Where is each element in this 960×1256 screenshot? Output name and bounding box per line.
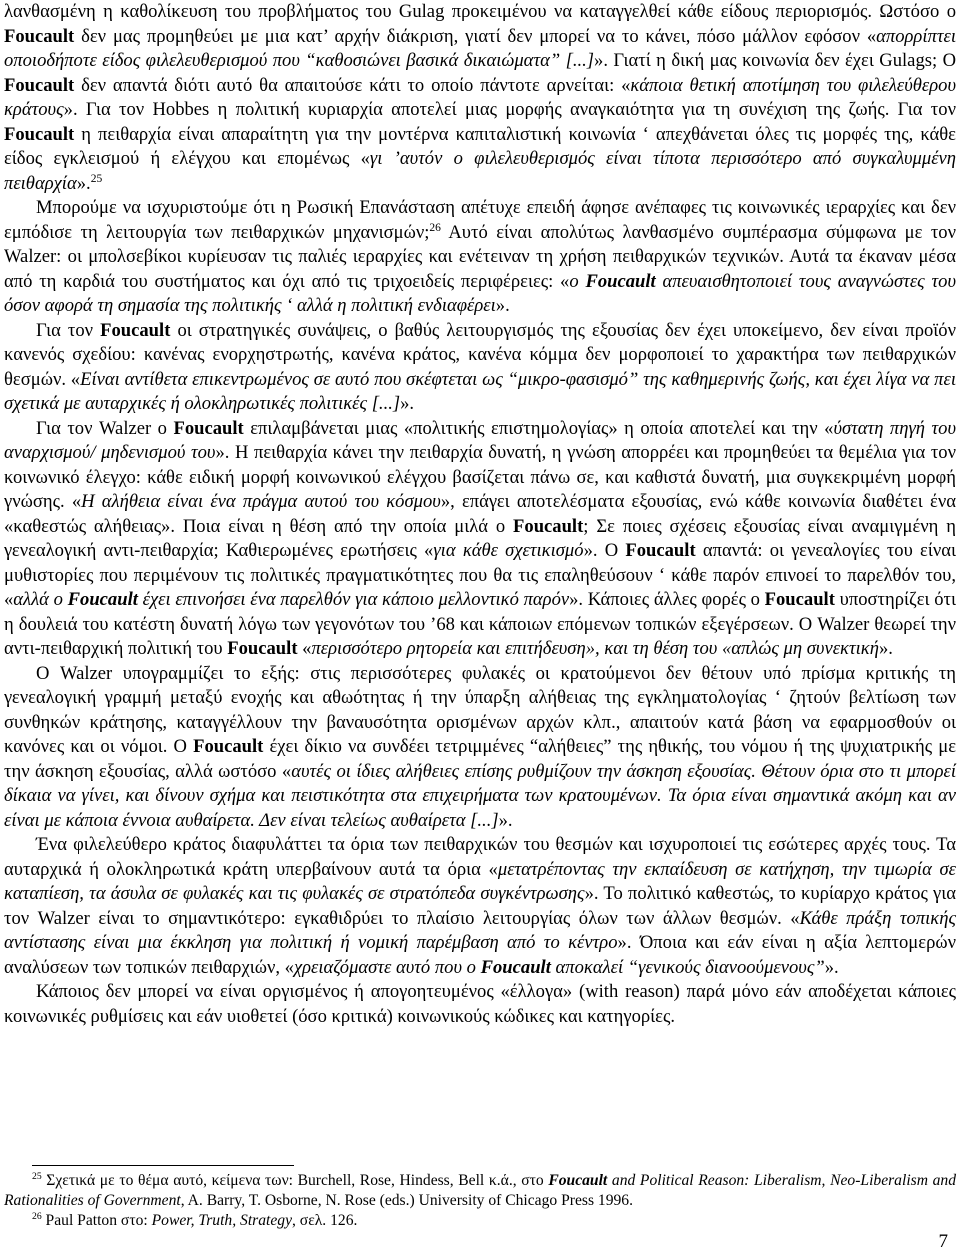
italic-text: αυτές οι ίδιες αλήθειες επίσης ρυθμίζουν την άσκηση εξουσίας. Θέτουν όρια στο τι μπορεί δίκαια να γίνει, και δίνουν σχήμα και πειστικότητα στα επιχειρήματα των κρατουμένων. Τα όρια είναι σημαντικά ακόμη και αν είναι με κάποια έννοια αυθαίρετα. Δεν είναι τελείως αυθαίρετα [...]: [4, 760, 956, 831]
italic-text: απορρίπτει οποιοδήποτε είδος φιλελευθερισμού που “καθοσιώνει βασικά δικαιώματα” [...]: [4, 25, 956, 71]
text-run: ». Όποια και εάν είναι η αξία λεπτομερών αναλύσεων των τοπικών πειθαρχιών, «: [4, 932, 956, 978]
footnote: [4, 1171, 956, 1211]
bold-italic-text: Foucault: [67, 589, 138, 610]
bold-text: Foucault: [513, 515, 584, 537]
footnotes: [4, 1171, 956, 1231]
bold-text: Foucault: [625, 540, 696, 561]
footnote: [4, 1211, 956, 1231]
text-run: Ένα φιλελεύθερο κράτος διαφυλάττει τα όρια των πειθαρχικών του θεσμών και ισχυροποιεί τις εσώτερες αρχές τους. Τα αυταρχικά ή ολοκληρωτικά κράτη υπερβαίνουν αυτά τα όρια «: [4, 834, 956, 880]
bold-text: Foucault: [4, 25, 75, 47]
text-run: οι στρατηγικές συνάψεις, ο βαθύς λειτουργισμός της εξουσίας δεν έχει υποκείμενο, δεν είναι προϊόν κανενός σχεδίου: κανένας ενορχηστρωτής, κανένα κράτος, κανένα κόμμα δεν μορφοποιεί το χαρακτήρα των πειθαρχικών θεσμών. «: [4, 319, 956, 390]
italic-text: χρειαζόμαστε αυτό που ο: [293, 956, 481, 978]
text-run: απαντά: οι γενεαλογίες του είναι μυθιστορίες που περιμένουν τις πολιτικές πραγματικότητες που θα τις επαληθεύσουν ‘ κάθε παρόν επινοεί το παρελθόν του, «: [4, 540, 956, 610]
text-run: έχει δίκιο να συνδέει τετριμμένες “αλήθειες” της ηθικής, του νόμου ή της ψυχιατρικής με την άσκηση εξουσίας, αλλά ωστόσο «: [4, 736, 956, 782]
text-run: », επάγει αποτελέσματα εξουσίας, ενώ κάθε κοινωνία διαθέτει ένα «καθεστώς αλήθειας». Ποια είναι η θέση από την οποία μιλά ο: [4, 491, 956, 537]
text-run: ».: [824, 956, 839, 978]
text-run: ».: [76, 172, 91, 194]
paragraph: [4, 980, 956, 1029]
footnote-marker: 26: [32, 1210, 42, 1222]
paragraph: [4, 417, 956, 662]
paragraph: [4, 833, 956, 980]
italic-text: αποκαλεί “γενικούς διανοούμενους”: [550, 956, 825, 978]
italic-text: ύστατη πηγή του αναρχισμού/ μηδενισμού του: [4, 417, 956, 463]
italic-text: ο: [569, 270, 586, 292]
text-run: Για τον: [36, 319, 101, 341]
document-page: [4, 0, 956, 1256]
italic-text: αλλά ο: [13, 589, 68, 610]
text-run: «: [297, 638, 312, 659]
italic-text: Κάθε πράξη τοπικής αντίστασης είναι μια έκκληση για πολιτική ή νομική παρέμβαση από το κέντρο: [4, 907, 956, 953]
italic-text: απευαισθητοποιεί τους αναγνώστες του όσον αφορά τη σημασία της πολιτικής ‘ αλλά η πολιτική ενδιαφέρει: [4, 270, 956, 316]
text-run: Αυτό είναι απολύτως λανθασμένο συμπέρασμα σύμφωνα με τον Walzer: οι μπολσεβίκοι κυρίευσαν τις παλιές ιεραρχίες και ενέτειναν τη χρήση πειθαρχικών τεχνικών. Αυτά τα έκαναν μέσα από τη καρδιά του συστήματος και όχι από τις τριχοειδείς περιφέρειες: «: [4, 221, 956, 292]
text-run: Paul Patton στο:: [41, 1212, 152, 1229]
text-run: ». Ο: [583, 540, 626, 561]
text-run: ». Η πειθαρχία κάνει την πειθαρχία δυνατή, η γνώση απορρέει και προμηθεύει τα θεμέλια για τον κοινωνικό έλεγχο: κάθε ειδική μορφή κοινωνικού ελέγχου βασίζεται πάνω σε, και καθιστά δυνατή, μια συγκεκριμένη μορφή γνώσης. «: [4, 442, 956, 512]
text-run: υποστηρίζει ότι η δουλειά του κατέστη δυνατή λόγω των γεγονότων του ’68 και κάποιων επόμενων τοπικών εξεγέρσεων. Ο Walzer θεωρεί την αντι-πειθαρχική πολιτική του: [4, 589, 956, 659]
text-run: Σχετικά με το θέμα αυτό, κείμενα των: Burchell, Rose, Hindess, Bell κ.ά., στο: [41, 1172, 549, 1189]
italic-text: Είναι αντίθετα επικεντρωμένος σε αυτό που σκέφτεται ως “μικρο-φασισμό” της καθημερινής ζωής, και έχει λίγα να πει σχετικά με αυταρχικές ή ολοκληρωτικές πολιτικές [...]: [4, 368, 956, 414]
italic-text: έχει επινοήσει ένα παρελθόν για κάποιο μελλοντικό παρόν: [137, 589, 570, 610]
bold-text: Foucault: [4, 74, 75, 96]
page-number: 7: [938, 1231, 948, 1252]
bold-text: Foucault: [193, 736, 264, 757]
text-run: ». Γιατί η δική μας κοινωνία δεν έχει Gulags; Ο: [594, 50, 956, 71]
text-run: Για τον Walzer ο: [36, 417, 174, 439]
italic-text: κάποια θετική αποτίμηση του φιλελεύθερου κράτους: [4, 74, 956, 120]
text-run: , σελ. 126.: [292, 1212, 358, 1229]
italic-text: περισσότερο ρητορεία και επιτήδευση», και τη θέση του «απλώς μη συνεκτική: [311, 638, 879, 659]
footnote-marker: 26: [429, 221, 441, 234]
bold-italic-text: Foucault: [480, 956, 551, 978]
text-run: ». Κάποιες άλλες φορές ο: [569, 589, 765, 610]
text-run: ; Σε ποιες σχέσεις εξουσίας είναι αναμιγμένη η γενεαλογική αντι-πειθαρχία; Καθιερωμένες ερωτήσεις «: [4, 515, 956, 561]
paragraph: [4, 0, 956, 196]
footnote-marker: 25: [90, 172, 103, 185]
bold-text: Foucault: [100, 319, 171, 341]
text-run: δεν απαντά διότι αυτό θα απαιτούσε κάτι το οποίο πάντοτε αρνείται: «: [74, 74, 631, 96]
text-run: , A. Barry, T. Osborne, N. Rose (eds.) University of Chicago Press 1996.: [180, 1192, 634, 1209]
footnote-separator: [32, 1165, 294, 1166]
paragraph: [4, 662, 956, 834]
footnote-marker: 25: [32, 1170, 42, 1182]
text-run: Μπορούμε να ισχυριστούμε ότι η Ρωσική Επανάσταση απέτυχε επειδή άφησε ανέπαφες τις κοινωνικές ιεραρχίες και δεν εμπόδισε τη λειτουργία των πειθαρχικών μηχανισμών;: [4, 197, 956, 243]
text-run: ».: [400, 393, 415, 414]
italic-text: γι ’αυτόν ο φιλελευθερισμός είναι τίποτα περισσότερο από συγκαλυμμένη πειθαρχία: [4, 148, 956, 194]
italic-text: για κάθε σχετικισμό: [433, 540, 584, 561]
text-run: επιλαμβάνεται μιας «πολιτικής επιστημολογίας» η οποία αποτελεί και την «: [243, 417, 834, 439]
bold-italic-text: Foucault: [548, 1172, 608, 1189]
text-run: ».: [498, 809, 513, 831]
text-run: ».: [878, 638, 893, 659]
text-run: δεν μας προμηθεύει με μια κατ’ αρχήν διάκριση, γιατί δεν μπορεί να το κάνει, πόσο μάλλον εφόσον «: [74, 25, 877, 47]
italic-text: Power, Truth, Strategy: [151, 1212, 292, 1229]
paragraph: [4, 319, 956, 417]
text-run: ».: [495, 295, 510, 316]
italic-text: μετατρέποντας την εκπαίδευση σε κατήχηση, την τιμωρία σε καταπίεση, τα άσυλα σε φυλακές και τις φυλακές σε στρατόπεδα συγκέντρωσης: [4, 858, 957, 904]
bold-text: Foucault: [173, 417, 244, 439]
italic-text: and Political Reason: Liberalism, Neo-Liberalism and Rationalities of Government: [4, 1172, 956, 1209]
text-run: ». Το πολιτικό καθεστώς, το κυρίαρχο κράτος για τον Walzer είναι το σημαντικότερο: εγκαθιδρύει το πλαίσιο λειτουργίας όλων των άλλων θεσμών. «: [4, 883, 956, 929]
bold-text: Foucault: [764, 589, 835, 610]
body-text: [4, 0, 956, 1029]
paragraph: [4, 196, 956, 319]
text-run: λανθασμένη η καθολίκευση του προβλήματος του Gulag προκειμένου να καταγγελθεί κάθε είδους περιορισμός. Ωστόσο ο: [4, 1, 956, 22]
text-run: Κάποιος δεν μπορεί να είναι οργισμένος ή απογοητευμένος «έλλογα» (with reason) παρά μόνο εάν αποδέχεται κάποιες κοινωνικές ρυθμίσεις και εάν υιοθετεί (όσο κριτικά) κοινωνικούς κώδικες και κατηγορίες.: [4, 981, 956, 1027]
text-run: Ο Walzer υπογραμμίζει το εξής: στις περισσότερες φυλακές οι κρατούμενοι δεν θέτουν υπό πρίσμα κριτικής τη γενεαλογική γραμμή μεταξύ ενοχής και αθωότητας ή την ύπαρξη αλήθειας της εγκληματολογίας ‘ ζητούν βελτίωση των συνθηκών κράτησης, καταγγέλλουν την βαναυσότητα ορισμένων αρχών κλπ., απαιτούν κατά βάση να εφαρμοσθούν οι κανόνες και οι νόμοι. Ο: [4, 662, 956, 757]
bold-italic-text: Foucault: [585, 270, 656, 292]
bold-text: Foucault: [4, 123, 75, 145]
text-run: ». Για τον Hobbes η πολιτική κυριαρχία αποτελεί μιας μορφής αναγκαιότητα για τη συνέχιση της ζωής. Για τον: [63, 99, 956, 120]
text-run: η πειθαρχία είναι απαραίτητη για την μοντέρνα καπιταλιστική κοινωνία ‘ απεχθάνεται όλες τις μορφές της, κάθε είδος εγκλεισμού ή ελέγχου και επομένως «: [4, 123, 956, 169]
italic-text: Η αλήθεια είναι ένα πράγμα αυτού του κόσμου: [81, 491, 441, 512]
bold-text: Foucault: [227, 638, 298, 659]
